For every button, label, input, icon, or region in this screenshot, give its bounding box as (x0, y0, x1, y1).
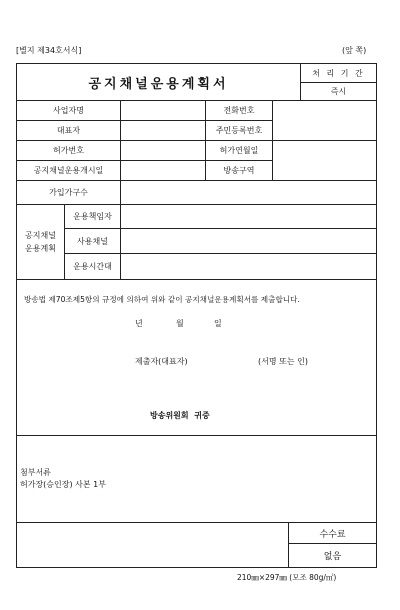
page-side: (앞 쪽) (342, 46, 367, 55)
plan-group-label-line1: 공지채널 (25, 231, 56, 240)
declaration-text: 방송법 제70조제5항의 규정에 의하여 위와 같이 공지채널운용계획서를 제출합니다. (24, 295, 300, 304)
broadcast-area-label: 방송구역 (223, 166, 255, 175)
phone-label: 전화번호 (223, 106, 255, 115)
business-name-label: 사업자명 (53, 106, 84, 115)
processing-period-label: 처 리 기 간 (312, 68, 365, 78)
start-date-label: 공지채널운용개시일 (33, 166, 104, 175)
paper-size-note: 210㎜×297㎜ (모조 80g/㎡) (237, 573, 337, 582)
hours-label: 운용시간대 (73, 262, 112, 271)
addressee: 방송위원회 귀중 (150, 411, 210, 420)
subscribers-label: 가입가구수 (49, 188, 88, 197)
form-title: 공지채널운용계획서 (88, 76, 229, 92)
date-year: 년 (135, 319, 143, 328)
attachments-title: 첨부서류 (20, 468, 51, 477)
resident-number-label: 주민등록번호 (215, 126, 263, 135)
attachments-item: 허가장(승인장) 사본 1부 (20, 480, 106, 489)
license-number-label: 허가번호 (53, 146, 84, 155)
plan-group-label-line2: 운용계획 (25, 244, 56, 253)
representative-label: 대표자 (56, 126, 81, 135)
form-number: [별지 제34호서식] (16, 46, 82, 55)
manager-label: 운용책임자 (73, 212, 112, 221)
plan-group-label (17, 205, 64, 279)
license-date-label: 허가연월일 (219, 146, 259, 155)
processing-period-value: 즉시 (330, 87, 347, 96)
fee-value: 없음 (323, 552, 342, 562)
date-month: 월 (176, 319, 184, 328)
channel-label: 사용채널 (77, 236, 108, 246)
fee-label: 수수료 (319, 529, 346, 540)
submitter-label: 제출자(대표자) (135, 357, 188, 366)
date-day: 일 (214, 319, 222, 328)
signature-label: (서명 또는 인) (258, 357, 308, 366)
